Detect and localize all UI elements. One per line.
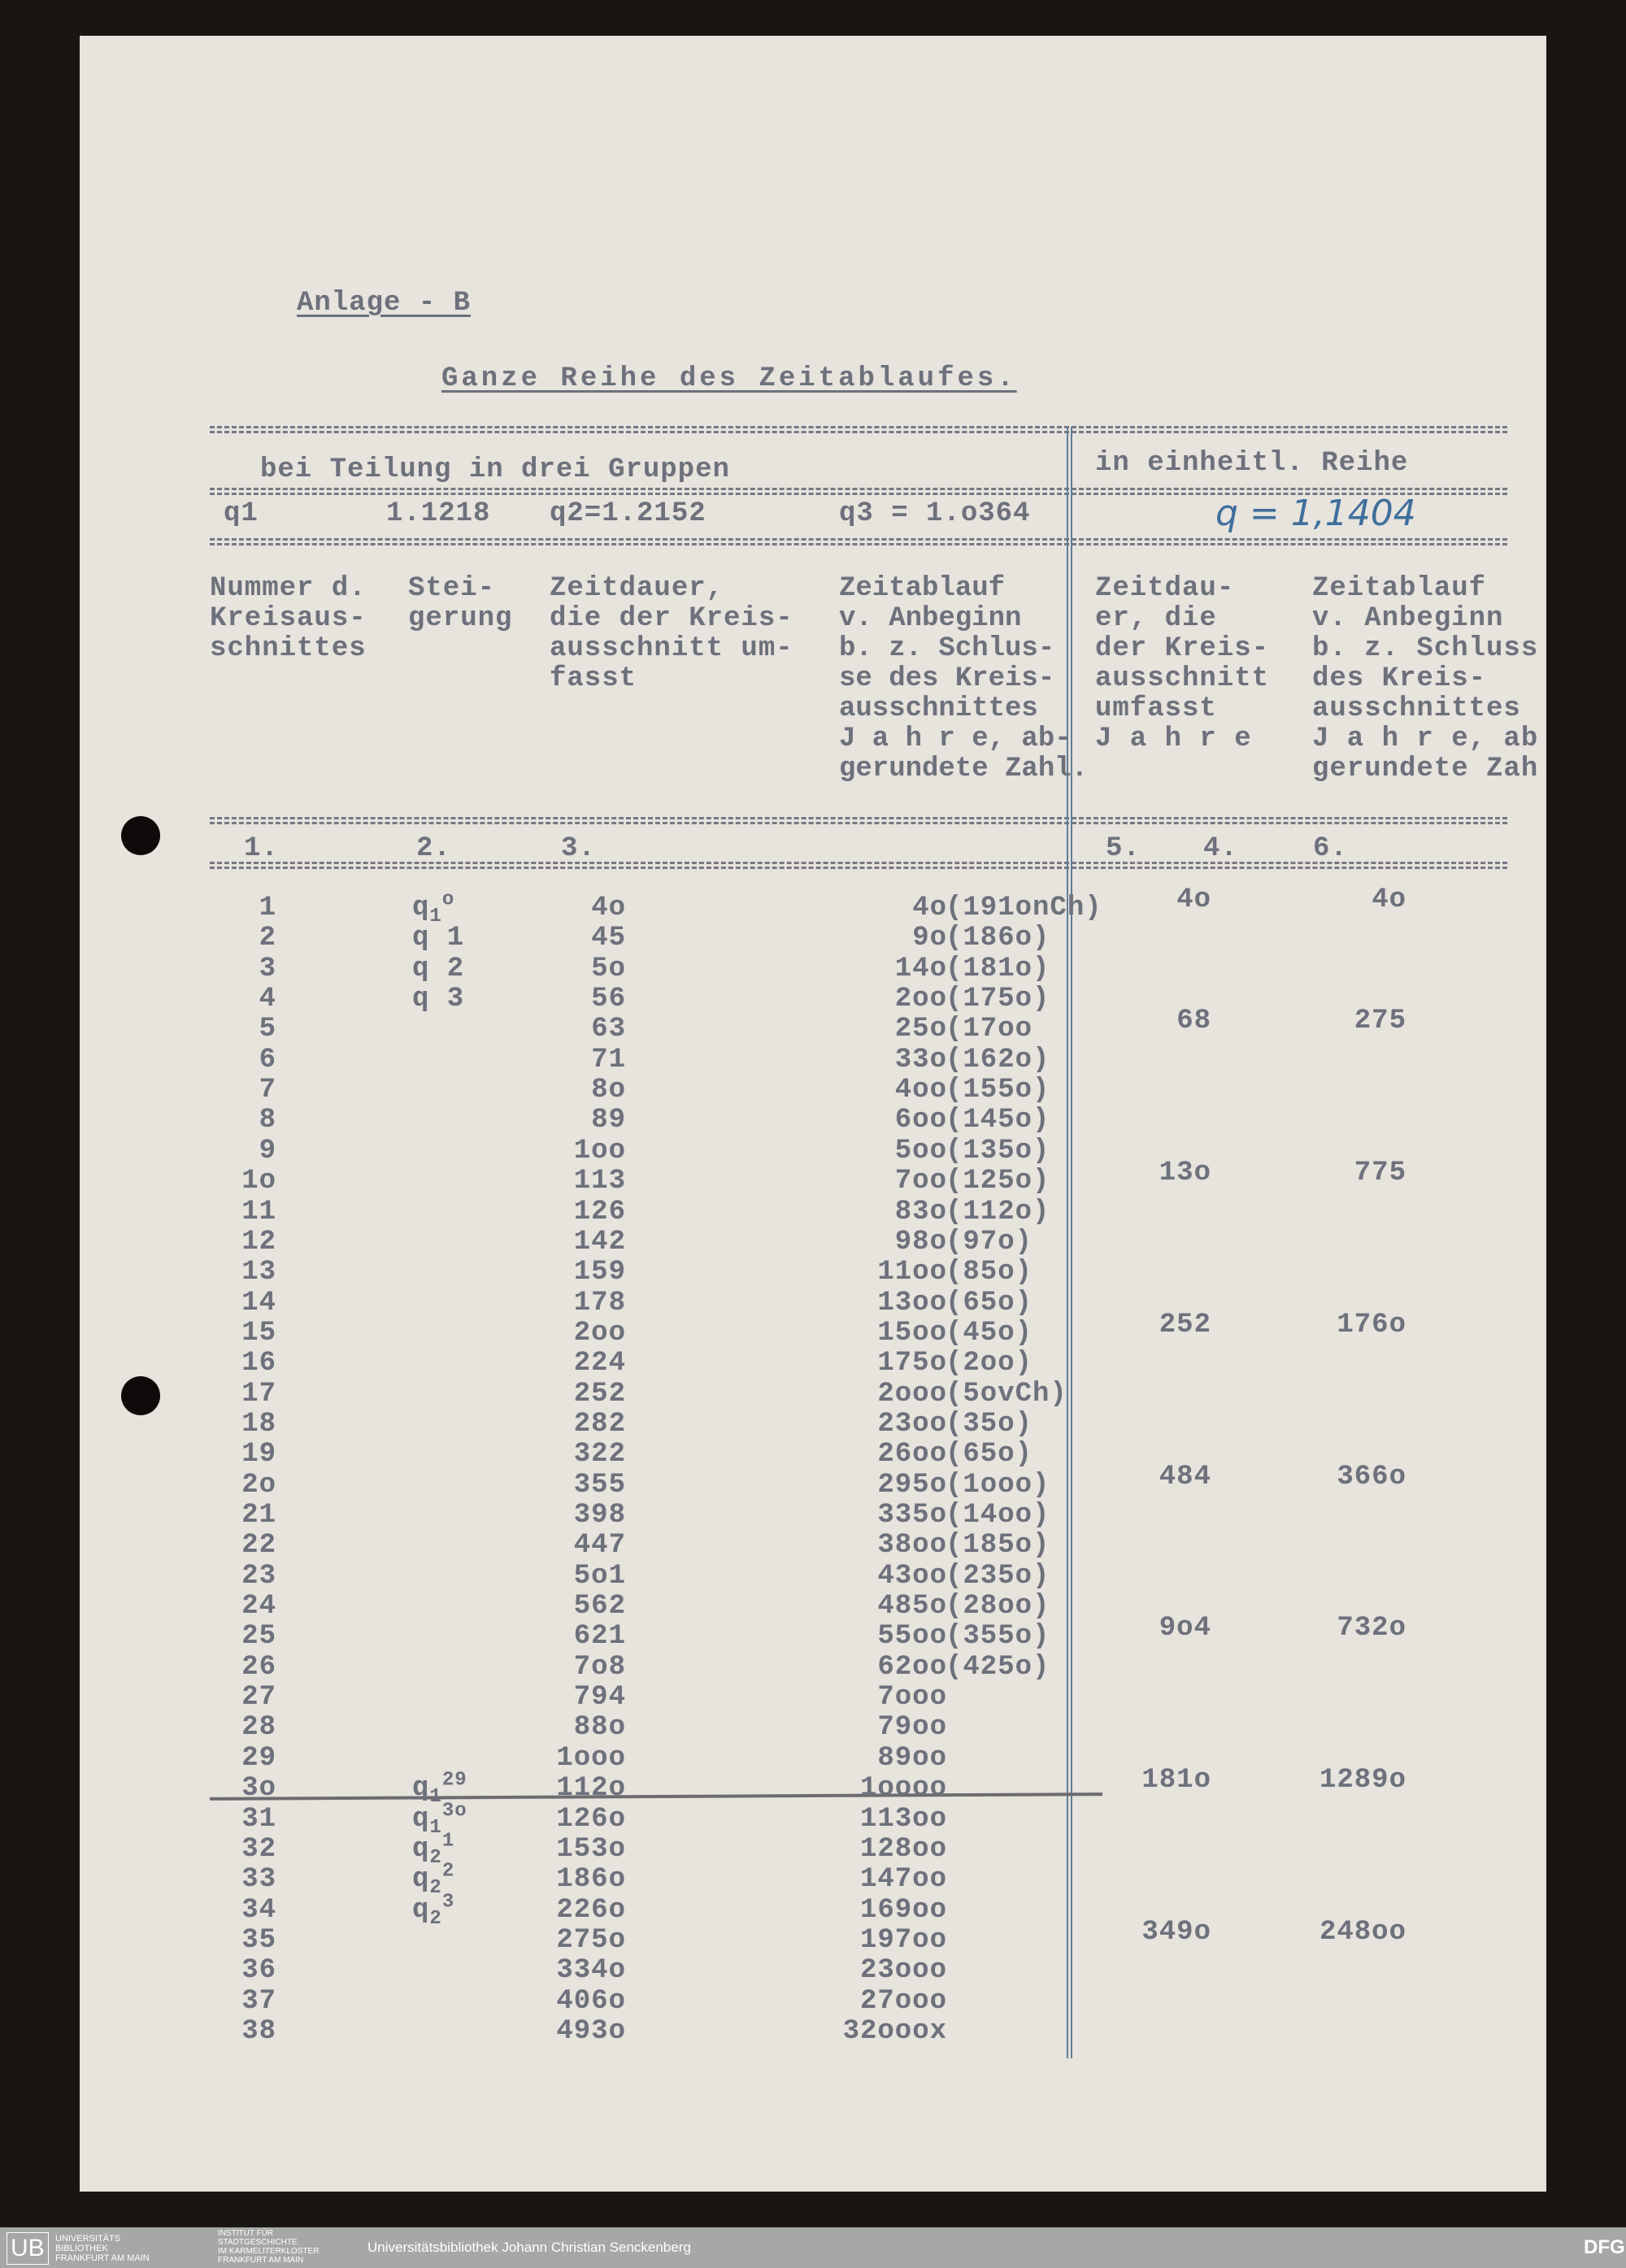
- row-number: 19: [241, 1439, 276, 1471]
- steigerung-base: q: [412, 1864, 430, 1896]
- row-zeitdauer: 63: [591, 1014, 626, 1045]
- row-zeitablauf: 4o: [912, 893, 947, 923]
- row-number: 24: [241, 1591, 276, 1623]
- row-zeitablauf-year: (65o): [946, 1439, 1033, 1471]
- row-number: 28: [241, 1712, 276, 1744]
- row-zeitdauer: 398: [573, 1500, 626, 1531]
- group-header-right: in einheitl. Reihe: [1095, 448, 1409, 479]
- column-divider-lower: [1067, 894, 1072, 2058]
- row-number: 5: [259, 1014, 276, 1045]
- punch-hole: [121, 816, 160, 855]
- q2-value: q2=1.2152: [550, 498, 706, 529]
- row-zeitablauf-year: (155o): [946, 1075, 1050, 1106]
- steigerung-base: q: [412, 1773, 430, 1805]
- row-zeitdauer: 406o: [556, 1985, 626, 2017]
- annex-label: Anlage - B: [297, 288, 472, 319]
- row-uniform-zeitdauer: 484: [1159, 1461, 1211, 1492]
- row-zeitablauf: 33o: [894, 1044, 947, 1075]
- row-number: 16: [241, 1348, 276, 1379]
- steigerung-exponent: 3: [441, 1891, 455, 1914]
- row-number: 3o: [241, 1773, 276, 1805]
- row-zeitdauer: 562: [573, 1591, 626, 1623]
- row-zeitablauf: 2ooo: [877, 1378, 947, 1410]
- row-zeitdauer: 8o: [591, 1075, 626, 1106]
- row-zeitdauer: 447: [573, 1530, 626, 1562]
- column-header-6: Zeitablauf v. Anbeginn b. z. Schluss des Kreis- ausschnittes J a h r e, ab gerundete Zah: [1312, 573, 1539, 784]
- row-number: 37: [241, 1985, 276, 2017]
- row-number: 27: [241, 1682, 276, 1714]
- row-uniform-zeitablauf: 366o: [1337, 1461, 1406, 1492]
- row-number: 22: [241, 1530, 276, 1562]
- row-zeitdauer: 186o: [556, 1864, 626, 1896]
- steigerung-subscript: 2: [429, 1846, 442, 1869]
- column-header-4: Zeitablauf v. Anbeginn b. z. Schlus- se des Kreis- ausschnittes J a h r e, ab- gerundete Zahl.: [839, 573, 1089, 784]
- q1-label: q1: [224, 498, 259, 529]
- row-number: 4: [259, 984, 276, 1015]
- row-uniform-zeitablauf: 4o: [1372, 884, 1406, 915]
- steigerung-base: q 1: [412, 923, 465, 954]
- row-zeitablauf-year: (235o): [946, 1560, 1050, 1592]
- row-zeitablauf: 7ooo: [877, 1682, 947, 1714]
- column-number-2: 2.: [416, 833, 451, 864]
- handwritten-q-uniform: q = 1,1404: [1215, 493, 1416, 534]
- row-zeitablauf: 147oo: [859, 1864, 947, 1896]
- group-header-left: bei Teilung in drei Gruppen: [260, 454, 730, 485]
- row-zeitablauf-year: (135o): [946, 1135, 1050, 1167]
- row-zeitablauf: 485o: [877, 1591, 947, 1623]
- row-zeitdauer: 88o: [573, 1712, 626, 1744]
- column-header-2: Stei- gerung: [408, 573, 513, 634]
- row-zeitdauer: 252: [573, 1378, 626, 1410]
- row-zeitdauer: 153o: [556, 1833, 626, 1865]
- row-zeitablauf: 169oo: [859, 1894, 947, 1926]
- row-zeitdauer: 493o: [556, 2015, 626, 2047]
- row-zeitdauer: 5o1: [573, 1560, 626, 1592]
- steigerung-subscript: 1: [429, 1785, 442, 1808]
- row-zeitdauer: 224: [573, 1348, 626, 1379]
- row-zeitablauf-year: (425o): [946, 1651, 1050, 1683]
- page-title: Ganze Reihe des Zeitablaufes.: [441, 363, 1017, 394]
- steigerung-subscript: 2: [429, 1876, 442, 1899]
- row-zeitablauf-year: (355o): [946, 1621, 1050, 1653]
- row-zeitdauer: 113: [573, 1166, 626, 1197]
- divider: [210, 426, 1507, 433]
- row-zeitablauf: 15oo: [877, 1317, 947, 1349]
- row-zeitablauf-year: (2oo): [946, 1348, 1033, 1379]
- row-zeitablauf-year: (17oo: [946, 1014, 1033, 1045]
- row-zeitdauer: 794: [573, 1682, 626, 1714]
- row-zeitablauf: 113oo: [859, 1803, 947, 1835]
- row-zeitablauf: 11oo: [877, 1257, 947, 1288]
- column-header-5: Zeitdau- er, die der Kreis- ausschnitt umfasst J a h r e: [1095, 573, 1270, 754]
- punch-hole: [121, 1376, 160, 1415]
- row-zeitablauf: 23ooo: [859, 1955, 947, 1987]
- row-number: 32: [241, 1833, 276, 1865]
- row-number: 8: [259, 1105, 276, 1136]
- row-zeitablauf: 25o: [894, 1014, 947, 1045]
- row-zeitdauer: 112o: [556, 1773, 626, 1805]
- row-number: 25: [241, 1621, 276, 1653]
- column-header-3: Zeitdauer, die der Kreis- ausschnitt um- fasst: [550, 573, 793, 694]
- steigerung-base: q: [412, 1803, 430, 1835]
- row-uniform-zeitablauf: 176o: [1337, 1309, 1406, 1340]
- library-name: Universitätsbibliothek Johann Christian Senckenberg: [367, 2240, 691, 2255]
- column-number-1: 1.: [244, 833, 279, 864]
- steigerung-subscript: 1: [429, 905, 442, 928]
- row-zeitablauf: 5oo: [894, 1135, 947, 1167]
- row-zeitdauer: 7o8: [573, 1651, 626, 1683]
- ub-logo-text: UNIVERSITÄTS BIBLIOTHEK FRANKFURT AM MAIN: [55, 2234, 150, 2263]
- row-zeitablauf: 14o: [894, 953, 947, 984]
- row-number: 26: [241, 1651, 276, 1683]
- row-zeitablauf-year: (28oo): [946, 1591, 1050, 1623]
- row-zeitdauer: 355: [573, 1469, 626, 1501]
- row-zeitdauer: 45: [591, 923, 626, 954]
- row-steigerung: [412, 1800, 467, 1839]
- row-zeitablauf-year: (1ooo): [946, 1469, 1050, 1501]
- row-zeitablauf-year: (14oo): [946, 1500, 1050, 1531]
- row-number: 29: [241, 1742, 276, 1774]
- row-zeitablauf-year: (65o): [946, 1287, 1033, 1319]
- row-zeitablauf: 62oo: [877, 1651, 947, 1683]
- row-zeitablauf: 175o: [877, 1348, 947, 1379]
- row-zeitablauf-year: (97o): [946, 1226, 1033, 1258]
- steigerung-exponent: 2: [441, 1860, 455, 1883]
- row-zeitablauf-year: (191onCh): [946, 893, 1102, 923]
- q1-value: 1.1218: [386, 498, 491, 529]
- row-zeitablauf: 55oo: [877, 1621, 947, 1653]
- steigerung-exponent: o: [441, 889, 455, 911]
- row-number: 31: [241, 1803, 276, 1835]
- steigerung-exponent: 1: [441, 1830, 455, 1853]
- row-number: 11: [241, 1196, 276, 1227]
- row-zeitablauf: 79oo: [877, 1712, 947, 1744]
- column-number-5: 5.: [1106, 833, 1141, 864]
- row-zeitdauer: 159: [573, 1257, 626, 1288]
- row-zeitablauf-year: (175o): [946, 984, 1050, 1015]
- row-zeitdauer: 71: [591, 1044, 626, 1075]
- row-number: 2o: [241, 1469, 276, 1501]
- row-number: 21: [241, 1500, 276, 1531]
- row-zeitdauer: 322: [573, 1439, 626, 1471]
- row-number: 9: [259, 1135, 276, 1167]
- dfg-logo: DFG: [1584, 2236, 1625, 2258]
- row-number: 17: [241, 1378, 276, 1410]
- row-zeitablauf: 4oo: [894, 1075, 947, 1106]
- steigerung-base: q 2: [412, 953, 465, 984]
- row-zeitablauf: 89oo: [877, 1742, 947, 1774]
- footer-bar: [0, 2227, 1626, 2268]
- row-zeitdauer: 334o: [556, 1955, 626, 1987]
- row-zeitablauf: 295o: [877, 1469, 947, 1501]
- row-zeitablauf: 23oo: [877, 1408, 947, 1440]
- row-number: 38: [241, 2015, 276, 2047]
- row-zeitablauf-year: (45o): [946, 1317, 1033, 1349]
- row-zeitablauf-year: (5ovCh): [946, 1378, 1067, 1410]
- steigerung-subscript: 1: [429, 1816, 442, 1839]
- row-number: 3: [259, 953, 276, 984]
- row-zeitdauer: 621: [573, 1621, 626, 1653]
- row-zeitablauf: 32ooox: [842, 2015, 947, 2047]
- row-zeitablauf-year: (185o): [946, 1530, 1050, 1562]
- row-zeitdauer: 275o: [556, 1924, 626, 1956]
- row-uniform-zeitablauf: 732o: [1337, 1613, 1406, 1645]
- row-number: 1o: [241, 1166, 276, 1197]
- row-zeitdauer: 142: [573, 1226, 626, 1258]
- row-zeitablauf-year: (162o): [946, 1044, 1050, 1075]
- row-zeitablauf-year: (85o): [946, 1257, 1033, 1288]
- row-zeitablauf: 26oo: [877, 1439, 947, 1471]
- row-zeitdauer: 1ooo: [556, 1742, 626, 1774]
- row-uniform-zeitdauer: 349o: [1141, 1916, 1211, 1948]
- steigerung-base: q 3: [412, 984, 465, 1015]
- row-zeitdauer: 5o: [591, 953, 626, 984]
- isg-logo-text: INSTITUT FÜR STADTGESCHICHTE IM KARMELITERKLOSTER FRANKFURT AM MAIN: [218, 2229, 320, 2265]
- row-steigerung: [412, 889, 455, 928]
- row-zeitablauf-year: (145o): [946, 1105, 1050, 1136]
- row-uniform-zeitablauf: 275: [1354, 1006, 1406, 1037]
- row-zeitdauer: 1oo: [573, 1135, 626, 1167]
- row-zeitablauf: 27ooo: [859, 1985, 947, 2017]
- row-zeitablauf: 1oooo: [859, 1773, 947, 1805]
- row-steigerung: [412, 1891, 455, 1930]
- row-zeitablauf-year: (35o): [946, 1408, 1033, 1440]
- divider: [210, 538, 1507, 545]
- column-number-3: 3.: [561, 833, 596, 864]
- steigerung-base: q: [412, 1894, 430, 1926]
- row-zeitablauf: 98o: [894, 1226, 947, 1258]
- column-number-6: 6.: [1313, 833, 1348, 864]
- steigerung-exponent: 29: [441, 1769, 467, 1792]
- row-steigerung: [412, 984, 464, 1015]
- row-zeitablauf-year: (125o): [946, 1166, 1050, 1197]
- q3-value: q3 = 1.o364: [839, 498, 1031, 529]
- row-zeitdauer: 226o: [556, 1894, 626, 1926]
- row-zeitablauf-year: (181o): [946, 953, 1050, 984]
- row-uniform-zeitablauf: 248oo: [1319, 1916, 1406, 1948]
- row-number: 1: [259, 893, 276, 923]
- row-zeitdauer: 126: [573, 1196, 626, 1227]
- row-uniform-zeitablauf: 1289o: [1319, 1765, 1406, 1797]
- steigerung-base: q: [412, 893, 430, 923]
- row-uniform-zeitdauer: 9o4: [1159, 1613, 1211, 1645]
- steigerung-subscript: 2: [429, 1907, 442, 1930]
- row-uniform-zeitdauer: 4o: [1176, 884, 1211, 915]
- row-number: 35: [241, 1924, 276, 1956]
- row-zeitablauf-year: (186o): [946, 923, 1050, 954]
- row-number: 7: [259, 1075, 276, 1106]
- row-zeitablauf-year: (112o): [946, 1196, 1050, 1227]
- row-zeitablauf: 43oo: [877, 1560, 947, 1592]
- row-uniform-zeitdauer: 68: [1176, 1006, 1211, 1037]
- row-zeitablauf: 128oo: [859, 1833, 947, 1865]
- row-zeitablauf: 6oo: [894, 1105, 947, 1136]
- steigerung-exponent: 3o: [441, 1800, 467, 1823]
- row-zeitdauer: 56: [591, 984, 626, 1015]
- divider: [210, 817, 1507, 824]
- row-number: 14: [241, 1287, 276, 1319]
- row-zeitablauf: 197oo: [859, 1924, 947, 1956]
- row-zeitablauf: 38oo: [877, 1530, 947, 1562]
- column-number-4: 4.: [1203, 833, 1238, 864]
- row-zeitdauer: 89: [591, 1105, 626, 1136]
- row-zeitdauer: 282: [573, 1408, 626, 1440]
- row-zeitdauer: 2oo: [573, 1317, 626, 1349]
- row-number: 23: [241, 1560, 276, 1592]
- row-zeitablauf: 335o: [877, 1500, 947, 1531]
- row-zeitdauer: 4o: [591, 893, 626, 923]
- row-zeitablauf: 7oo: [894, 1166, 947, 1197]
- row-number: 6: [259, 1044, 276, 1075]
- row-number: 2: [259, 923, 276, 954]
- row-uniform-zeitdauer: 252: [1159, 1309, 1211, 1340]
- row-number: 12: [241, 1226, 276, 1258]
- row-zeitablauf: 2oo: [894, 984, 947, 1015]
- row-uniform-zeitdauer: 13o: [1159, 1158, 1211, 1189]
- steigerung-base: q: [412, 1833, 430, 1865]
- row-number: 34: [241, 1894, 276, 1926]
- row-zeitablauf: 9o: [912, 923, 947, 954]
- row-steigerung: [412, 923, 464, 954]
- row-zeitdauer: 126o: [556, 1803, 626, 1835]
- row-number: 15: [241, 1317, 276, 1349]
- row-zeitablauf: 13oo: [877, 1287, 947, 1319]
- row-number: 33: [241, 1864, 276, 1896]
- row-number: 13: [241, 1257, 276, 1288]
- row-zeitablauf: 83o: [894, 1196, 947, 1227]
- row-steigerung: [412, 954, 464, 984]
- ub-logo: UB: [7, 2232, 49, 2265]
- row-uniform-zeitdauer: 181o: [1141, 1765, 1211, 1797]
- row-uniform-zeitablauf: 775: [1354, 1158, 1406, 1189]
- row-number: 36: [241, 1955, 276, 1987]
- column-header-1: Nummer d. Kreisaus- schnittes: [210, 573, 367, 664]
- row-number: 18: [241, 1408, 276, 1440]
- row-zeitdauer: 178: [573, 1287, 626, 1319]
